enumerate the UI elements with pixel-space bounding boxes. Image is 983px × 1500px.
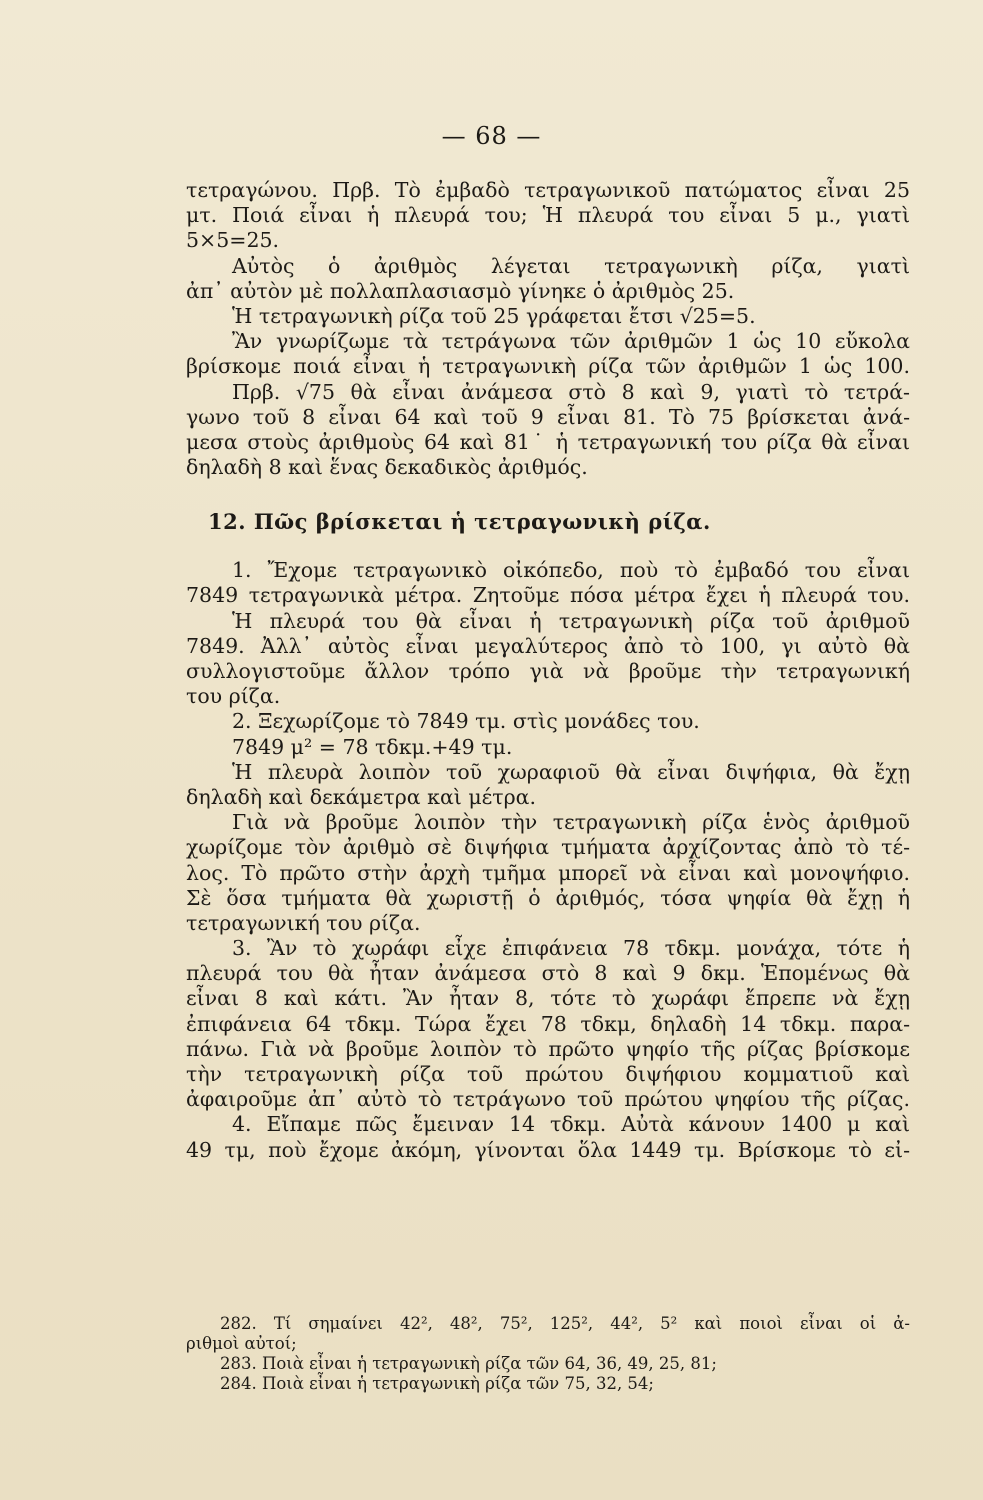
footnotes [186, 1314, 910, 1394]
text-line: του ρίζα. [186, 684, 281, 709]
text-line: ἀφαιροῦμε ἀπ᾽ αὐτὸ τὸ τετράγωνο τοῦ πρώτου ψηφίου τῆς ρίζας. [186, 1087, 910, 1112]
text-line: δηλαδὴ 8 καὶ ἕνας δεκαδικὸς ἀριθμός. [186, 455, 588, 480]
text-line: 3. Ἂν τὸ χωράφι εἶχε ἐπιφάνεια 78 τδκμ. μονάχα, τότε ἡ [232, 936, 910, 961]
text-line: 7849 τετραγωνικὰ μέτρα. Ζητοῦμε πόσα μέτρα ἔχει ἡ πλευρά του. [186, 583, 910, 608]
text-line: λος. Τὸ πρῶτο στὴν ἀρχὴ τμῆμα μπορεῖ νὰ εἶναι καὶ μονοψήφιο. [186, 860, 910, 885]
text-line: μεσα στοὺς ἀριθμοὺς 64 καὶ 81˙ ἡ τετραγωνική του ρίζα θὰ εἶναι [186, 429, 910, 454]
text-line: 2. Ξεχωρίζομε τὸ 7849 τμ. στὶς μονάδες του. [232, 709, 700, 734]
page-number: — 68 — [441, 122, 542, 150]
text-line: εἶναι 8 καὶ κάτι. Ἂν ἦταν 8, τότε τὸ χωράφι ἔπρεπε νὰ ἔχῃ [186, 986, 910, 1011]
text-line: συλλογιστοῦμε ἄλλον τρόπο γιὰ νὰ βροῦμε τὴν τετραγωνική [186, 659, 910, 683]
text-line: Ἡ πλευρά του θὰ εἶναι ἡ τετραγωνικὴ ρίζα τοῦ ἀριθμοῦ [232, 608, 910, 633]
footnote-divider [186, 1302, 910, 1303]
text-line: πάνω. Γιὰ νὰ βροῦμε λοιπὸν τὸ πρῶτο ψηφίο τῆς ρίζας βρίσκομε [186, 1036, 910, 1061]
footnote-line: 283. Ποιὰ εἶναι ἡ τετραγωνικὴ ρίζα τῶν 64, 36, 49, 25, 81; [220, 1354, 717, 1373]
text-line: Αὐτὸς ὁ ἀριθμὸς λέγεται τετραγωνικὴ ρίζα, γιατὶ [232, 253, 910, 278]
text-line: 4. Εἴπαμε πῶς ἔμειναν 14 τδκμ. Αὐτὰ κάνουν 1400 μ καὶ [232, 1112, 910, 1137]
text-line: γωνο τοῦ 8 εἶναι 64 καὶ τοῦ 9 εἶναι 81. Τὸ 75 βρίσκεται ἀνά- [186, 404, 910, 429]
text-line: Πρβ. √75 θὰ εἶναι ἀνάμεσα στὸ 8 καὶ 9, γιατὶ τὸ τετρά- [232, 379, 910, 404]
text-line: δηλαδὴ καὶ δεκάμετρα καὶ μέτρα. [186, 784, 537, 809]
text-line: ἐπιφάνεια 64 τδκμ. Τώρα ἔχει 78 τδκμ, δηλαδὴ 14 τδκμ. παρα- [186, 1011, 910, 1036]
footnote-line: ριθμοὶ αὐτοί; [186, 1334, 297, 1353]
text-line: Γιὰ νὰ βροῦμε λοιπὸν τὴν τετραγωνικὴ ρίζα ἑνὸς ἀριθμοῦ [232, 810, 910, 835]
text-line: 5×5=25. [186, 228, 280, 253]
text-line: τετραγώνου. Πρβ. Τὸ ἐμβαδὸ τετραγωνικοῦ πατώματος εἶναι 25 [186, 178, 910, 202]
text-line: ἀπ᾽ αὐτὸν μὲ πολλαπλασιασμὸ γίνηκε ὁ ἀριθμὸς 25. [186, 278, 735, 303]
text-line: βρίσκομε ποιά εἶναι ἡ τετραγωνικὴ ρίζα τῶν ἀριθμῶν 1 ὡς 100. [186, 354, 910, 379]
text-line: 1. Ἔχομε τετραγωνικὸ οἰκόπεδο, ποὺ τὸ ἐμβαδό του εἶναι [232, 558, 910, 583]
text-line: πλευρά του θὰ ἦταν ἀνάμεσα στὸ 8 καὶ 9 δκμ. Ἑπομένως θὰ [186, 961, 910, 986]
text-line: Ἡ τετραγωνικὴ ρίζα τοῦ 25 γράφεται ἔτσι √25=5. [232, 303, 756, 328]
section-heading: 12. Πῶς βρίσκεται ἡ τετραγωνικὴ ρίζα. [208, 509, 711, 535]
text-line: Ἡ πλευρὰ λοιπὸν τοῦ χωραφιοῦ θὰ εἶναι διψήφια, θὰ ἔχῃ [232, 759, 910, 784]
page-body [186, 178, 910, 1163]
text-line: χωρίζομε τὸν ἀριθμὸ σὲ διψήφια τμήματα ἀρχίζοντας ἀπὸ τὸ τέ- [186, 835, 910, 860]
footnote-line: 284. Ποιὰ εἶναι ἡ τετραγωνικὴ ρίζα τῶν 75, 32, 54; [220, 1374, 654, 1393]
text-line: Ἂν γνωρίζωμε τὰ τετράγωνα τῶν ἀριθμῶν 1 ὡς 10 εὔκολα [232, 329, 910, 354]
text-line: τὴν τετραγωνικὴ ρίζα τοῦ πρώτου διψήφιου κομματιοῦ καὶ [186, 1062, 910, 1086]
text-line: μτ. Ποιά εἶναι ἡ πλευρά του; Ἡ πλευρά του εἶναι 5 μ., γιατὶ [186, 203, 910, 228]
text-line: 7849. Ἀλλ᾽ αὐτὸς εἶναι μεγαλύτερος ἀπὸ τὸ 100, γι αὐτὸ θὰ [186, 633, 910, 658]
footnote-line: 282. Τί σημαίνει 42², 48², 75², 125², 44², 5² καὶ ποιοὶ εἶναι οἱ ἀ- [220, 1314, 910, 1333]
text-line: τετραγωνική του ρίζα. [186, 910, 421, 935]
text-line: Σὲ ὅσα τμήματα θὰ χωριστῇ ὁ ἀριθμός, τόσα ψηφία θὰ ἔχῃ ἡ [186, 885, 910, 910]
text-line: 7849 μ² = 78 τδκμ.+49 τμ. [232, 734, 513, 759]
text-line: 49 τμ, ποὺ ἔχομε ἀκόμη, γίνονται ὅλα 1449 τμ. Βρίσκομε τὸ εἰ- [186, 1137, 910, 1162]
